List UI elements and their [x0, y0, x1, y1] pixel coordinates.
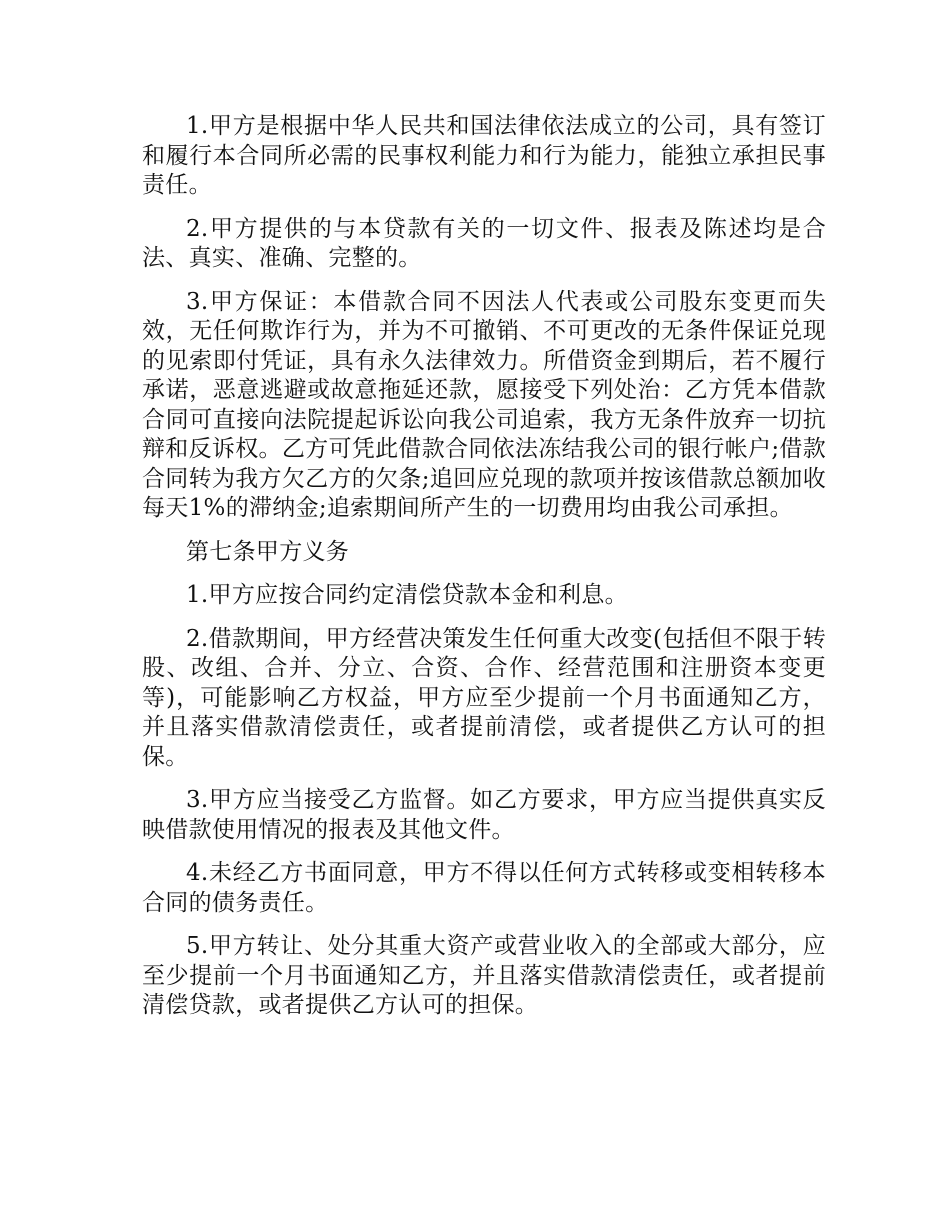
document-page — [142, 112, 826, 1035]
paragraph-party-a-legal-status: 1.甲方是根据中华人民共和国法律依法成立的公司，具有签订和履行本合同所必需的民事权利能力和行为能力，能独立承担民事责任。 — [142, 113, 826, 198]
section-heading-article-7: 第七条甲方义务 — [186, 538, 350, 565]
paragraph-obligation-3: 3.甲方应当接受乙方监督。如乙方要求，甲方应当提供真实反映借款使用情况的报表及其他文件。 — [142, 787, 826, 843]
paragraph-obligation-4: 4.未经乙方书面同意，甲方不得以任何方式转移或变相转移本合同的债务责任。 — [142, 860, 826, 916]
paragraph-party-a-guarantee: 3.甲方保证：本借款合同不因法人代表或公司股东变更而失效，无任何欺诈行为，并为不可撤销、不可更改的无条件保证兑现的见索即付凭证，具有永久法律效力。所借资金到期后，若不履行承诺，恶意逃避或故意拖延还款，愿接受下列处治：乙方凭本借款合同可直接向法院提起诉讼向我公司追索，我方无条件放弃一切抗辩和反诉权。乙方可凭此借款合同依法冻结我公司的银行帐户;借款合同转为我方欠乙方的欠条;追回应兑现的款项并按该借款总额加收每天1%的滞纳金;追索期间所产生的一切费用均由我公司承担。 — [142, 288, 826, 521]
paragraph-obligation-1: 1.甲方应按合同约定清偿贷款本金和利息。 — [186, 582, 628, 608]
paragraph-obligation-2: 2.借款期间，甲方经营决策发生任何重大改变(包括但不限于转股、改组、合并、分立、合资、合作、经营范围和注册资本变更等)，可能影响乙方权益，甲方应至少提前一个月书面通知乙方，并且落实借款清偿责任，或者提前清偿，或者提供乙方认可的担保。 — [142, 625, 826, 770]
paragraph-party-a-documents: 2.甲方提供的与本贷款有关的一切文件、报表及陈述均是合法、真实、准确、完整的。 — [142, 215, 826, 271]
paragraph-obligation-5: 5.甲方转让、处分其重大资产或营业收入的全部或大部分，应至少提前一个月书面通知乙方，并且落实借款清偿责任，或者提前清偿贷款，或者提供乙方认可的担保。 — [142, 933, 826, 1018]
